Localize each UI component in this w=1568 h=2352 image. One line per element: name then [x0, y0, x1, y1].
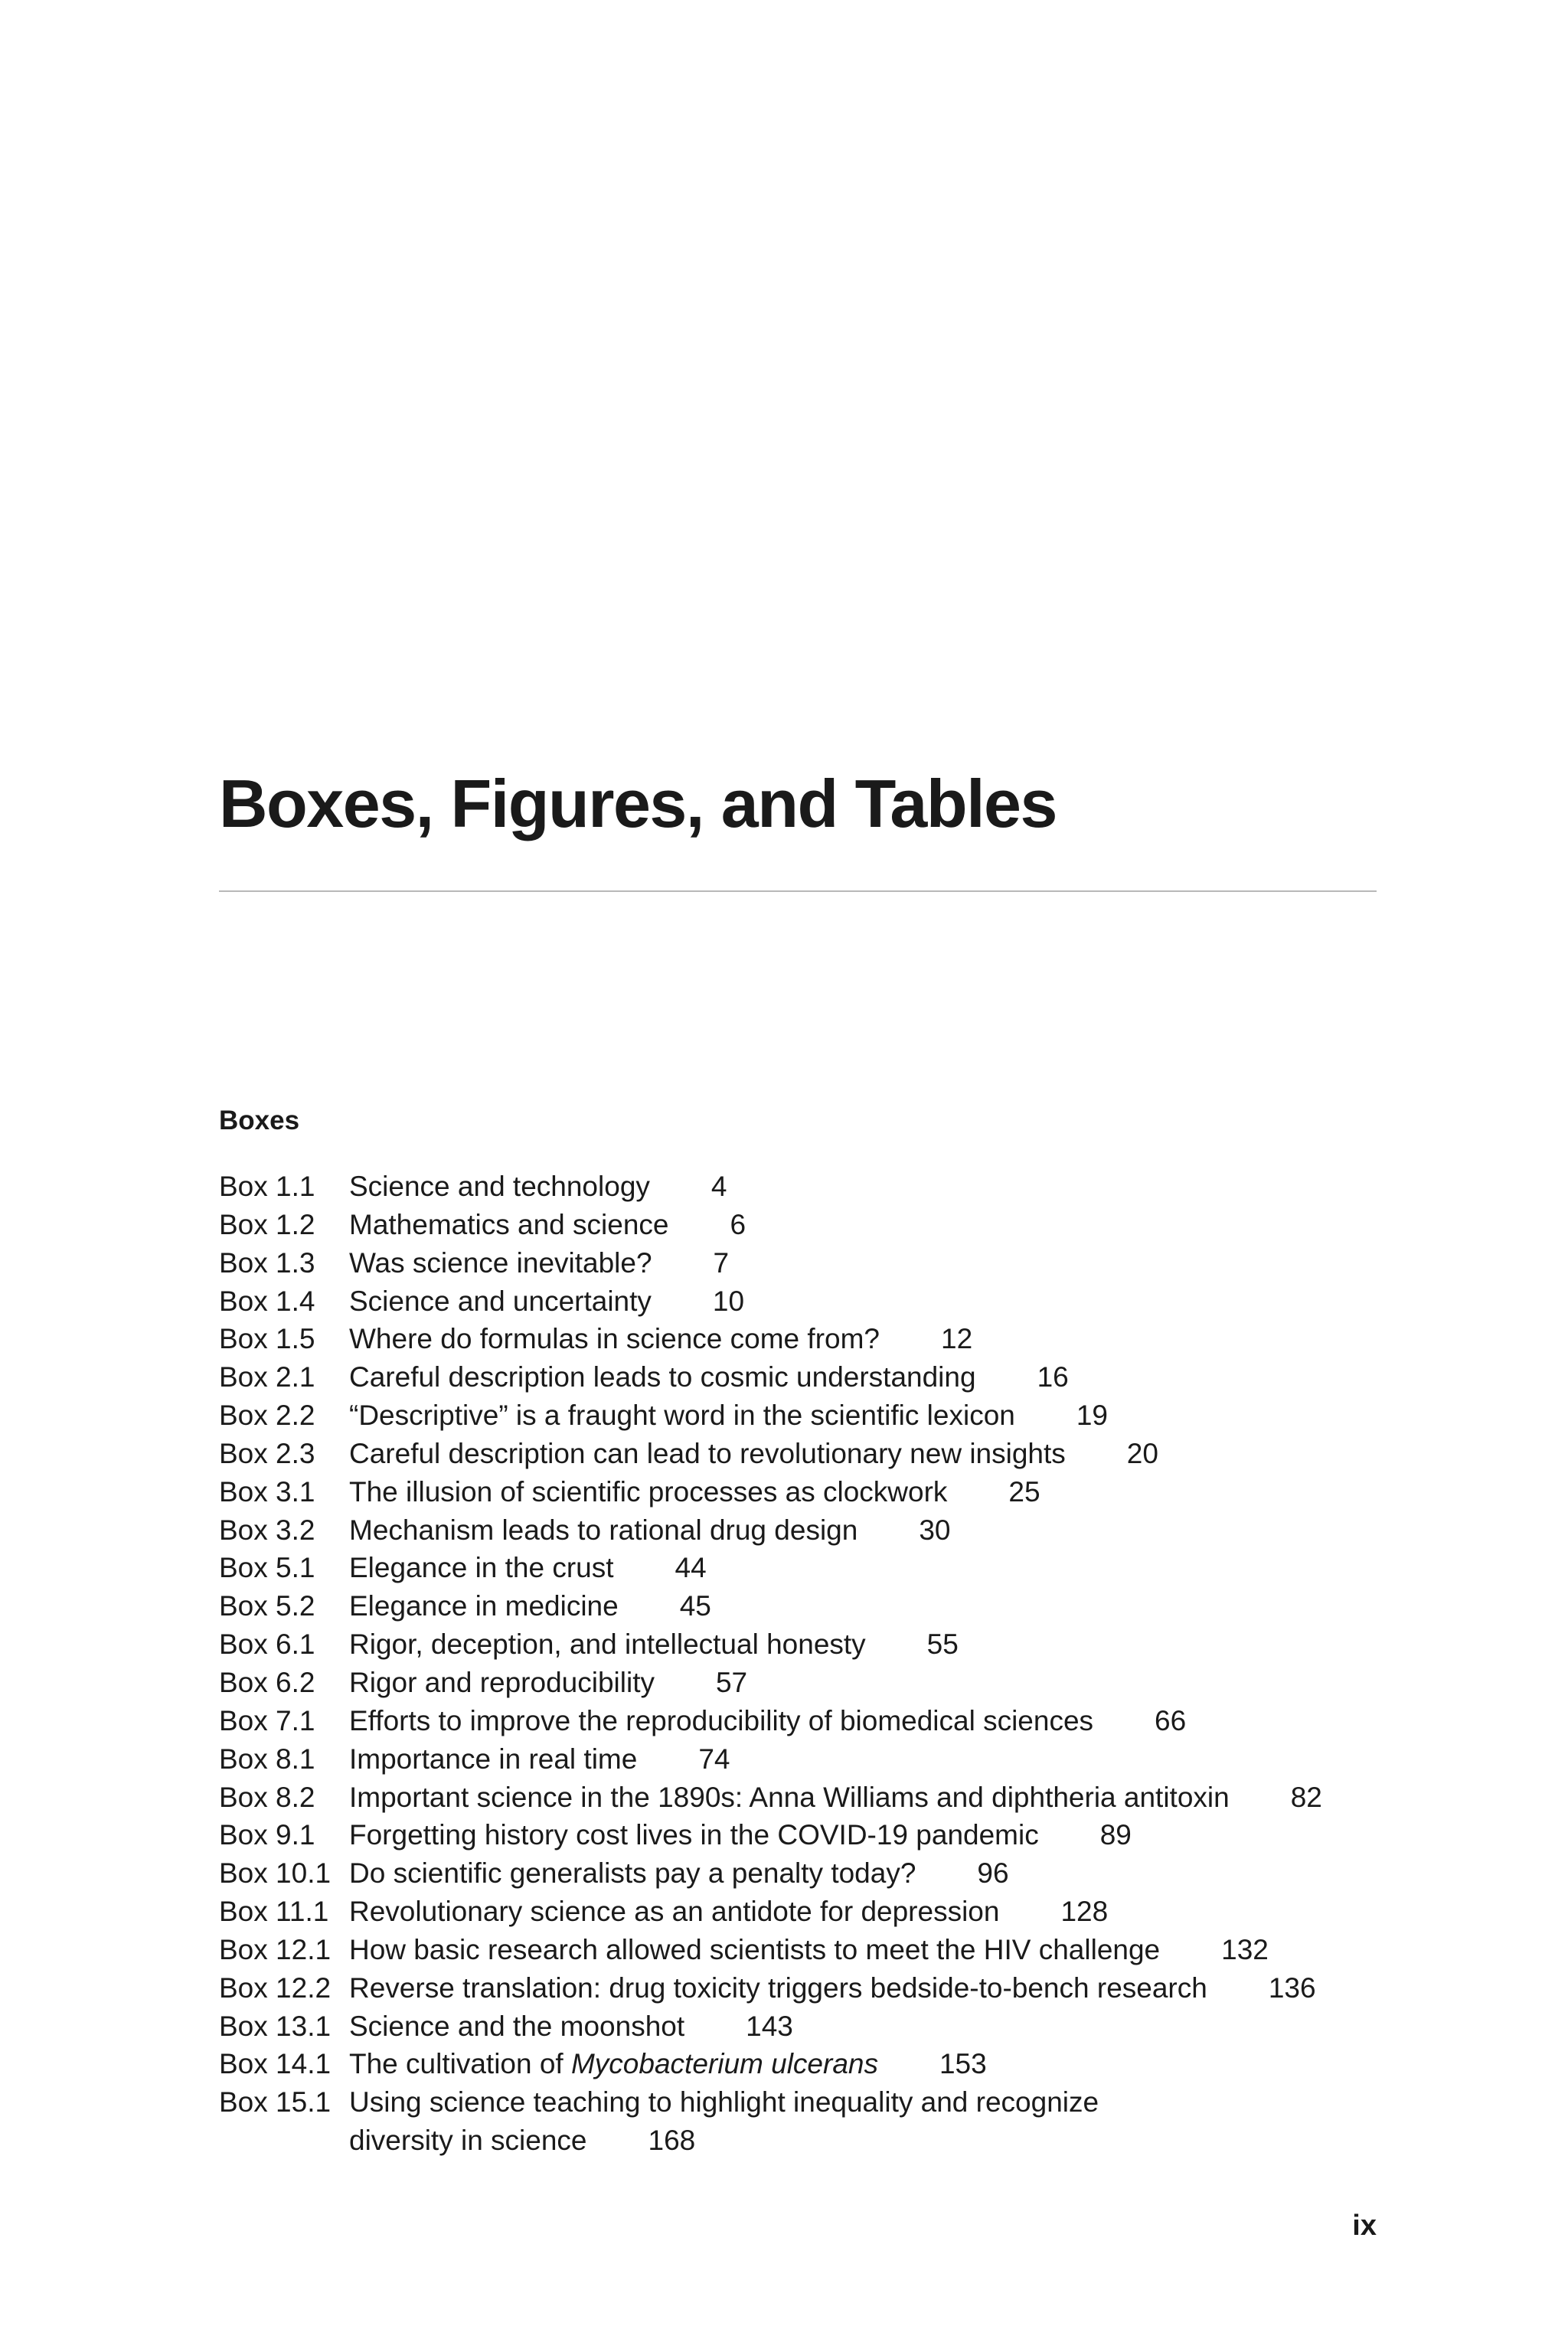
box-number: Box 5.1: [219, 1552, 315, 1584]
list-item: [219, 1320, 1413, 1358]
box-title: Mathematics and science: [349, 1208, 669, 1240]
box-title-prefix: The cultivation of: [349, 2048, 571, 2080]
page-number: 45: [679, 1590, 711, 1622]
page-number: 10: [712, 1285, 745, 1317]
box-number: Box 1.4: [219, 1285, 315, 1317]
box-title: How basic research allowed scientists to meet the HIV challenge: [349, 1933, 1161, 1965]
page-number: 25: [1008, 1475, 1040, 1508]
box-title: Revolutionary science as an antidote for depression: [349, 1896, 1000, 1928]
box-title: Science and the moonshot: [349, 2010, 685, 2042]
list-item: [219, 1816, 1413, 1854]
box-number: Box 1.3: [219, 1246, 315, 1279]
list-item: [219, 1206, 1413, 1244]
box-number: Box 3.1: [219, 1475, 315, 1508]
list-item: [219, 1358, 1413, 1396]
list-item: [219, 1893, 1413, 1931]
page-number: 12: [941, 1323, 973, 1355]
box-title: Do scientific generalists pay a penalty today?: [349, 1857, 916, 1890]
box-title: Efforts to improve the reproducibility of biomedical sciences: [349, 1704, 1094, 1736]
page-number: 132: [1221, 1933, 1269, 1965]
box-number: Box 12.1: [219, 1933, 332, 1965]
box-title: Elegance in the crust: [349, 1552, 614, 1584]
list-item: [219, 1587, 1413, 1625]
page-number: 44: [675, 1552, 707, 1584]
box-title: Where do formulas in science come from?: [349, 1323, 880, 1355]
list-item: [219, 1702, 1413, 1740]
box-title: Mechanism leads to rational drug design: [349, 1514, 858, 1546]
boxes-list: [219, 1168, 1413, 2160]
box-number: Box 8.1: [219, 1743, 315, 1775]
box-title-line-2: diversity in science: [349, 2125, 587, 2157]
box-number: Box 6.1: [219, 1628, 315, 1661]
box-title: Science and technology: [349, 1171, 650, 1202]
list-item: [219, 1435, 1413, 1473]
page-number: 7: [713, 1246, 730, 1279]
list-item: [219, 1549, 1413, 1587]
section-heading-boxes: Boxes: [219, 1106, 300, 1135]
page-title: Boxes, Figures, and Tables: [219, 766, 1057, 841]
list-item: [219, 2007, 1413, 2046]
page-number: 19: [1076, 1400, 1108, 1432]
box-title: Important science in the 1890s: Anna Williams and diphtheria antitoxin: [349, 1781, 1230, 1813]
list-item: [219, 1168, 1413, 1206]
page-number: 30: [919, 1514, 951, 1546]
box-number: Box 10.1: [219, 1857, 332, 1890]
box-number: Box 15.1: [219, 2086, 332, 2118]
page-number: 57: [715, 1666, 748, 1698]
page-number: 55: [926, 1628, 959, 1661]
box-number: Box 14.1: [219, 2048, 332, 2080]
box-title: Importance in real time: [349, 1743, 638, 1775]
box-number: Box 7.1: [219, 1704, 315, 1736]
box-number: Box 2.3: [219, 1437, 315, 1469]
title-divider: [219, 890, 1377, 892]
box-number: Box 12.2: [219, 1971, 332, 2004]
page-number: 74: [698, 1743, 730, 1775]
box-title: Forgetting history cost lives in the COVID-19 pandemic: [349, 1819, 1039, 1851]
box-number: Box 1.1: [219, 1171, 315, 1202]
page-number: 16: [1037, 1361, 1069, 1393]
page-number: 96: [977, 1857, 1009, 1890]
list-item: [219, 1244, 1413, 1282]
list-item: [219, 1740, 1413, 1779]
page-folio: ix: [1352, 2210, 1377, 2242]
page-number: 20: [1126, 1437, 1158, 1469]
box-title: Careful description can lead to revolutionary new insights: [349, 1437, 1066, 1469]
box-number: Box 8.2: [219, 1781, 315, 1813]
page-number: 153: [939, 2048, 987, 2080]
box-number: Box 13.1: [219, 2010, 332, 2042]
list-item: [219, 1396, 1413, 1435]
box-number: Box 11.1: [219, 1896, 329, 1928]
page-number: 143: [746, 2010, 793, 2042]
page-number: 6: [730, 1208, 746, 1240]
list-item: [219, 1625, 1413, 1664]
list-item: [219, 1854, 1413, 1893]
box-title: Careful description leads to cosmic understanding: [349, 1361, 976, 1393]
list-item: [219, 1473, 1413, 1511]
list-item: [219, 1779, 1413, 1817]
box-title: “Descriptive” is a fraught word in the scientific lexicon: [349, 1400, 1015, 1432]
list-item: [219, 1511, 1413, 1550]
box-number: Box 3.2: [219, 1514, 315, 1546]
box-number: Box 6.2: [219, 1666, 315, 1698]
list-item: [219, 1931, 1413, 1969]
box-title: Rigor and reproducibility: [349, 1666, 655, 1698]
box-title-line-1: Using science teaching to highlight inequality and recognize: [349, 2086, 1099, 2118]
box-number: Box 9.1: [219, 1819, 315, 1851]
page-number: 168: [648, 2125, 696, 2157]
box-number: Box 2.1: [219, 1361, 315, 1393]
list-item: [219, 1282, 1413, 1321]
box-number: Box 5.2: [219, 1590, 315, 1622]
box-title: Elegance in medicine: [349, 1590, 619, 1622]
page-number: 89: [1099, 1819, 1132, 1851]
box-title-italic: Mycobacterium ulcerans: [570, 2048, 878, 2080]
list-item: [219, 2083, 1413, 2160]
box-title: Rigor, deception, and intellectual honesty: [349, 1628, 866, 1661]
box-title: Reverse translation: drug toxicity triggers bedside-to-bench research: [349, 1971, 1207, 2004]
list-item: [219, 2045, 1413, 2083]
list-item: [219, 1969, 1413, 2007]
page-number: 82: [1290, 1781, 1322, 1813]
box-number: Box 2.2: [219, 1400, 315, 1432]
box-number: Box 1.5: [219, 1323, 315, 1355]
list-item: [219, 1664, 1413, 1702]
box-number: Box 1.2: [219, 1208, 315, 1240]
page-number: 128: [1060, 1896, 1109, 1928]
box-title: Science and uncertainty: [349, 1285, 652, 1317]
page-number: 66: [1155, 1704, 1187, 1736]
page-number: 136: [1268, 1971, 1316, 2004]
box-title: The illusion of scientific processes as clockwork: [349, 1475, 948, 1508]
page-number: 4: [710, 1171, 727, 1202]
box-title: Was science inevitable?: [349, 1246, 652, 1279]
